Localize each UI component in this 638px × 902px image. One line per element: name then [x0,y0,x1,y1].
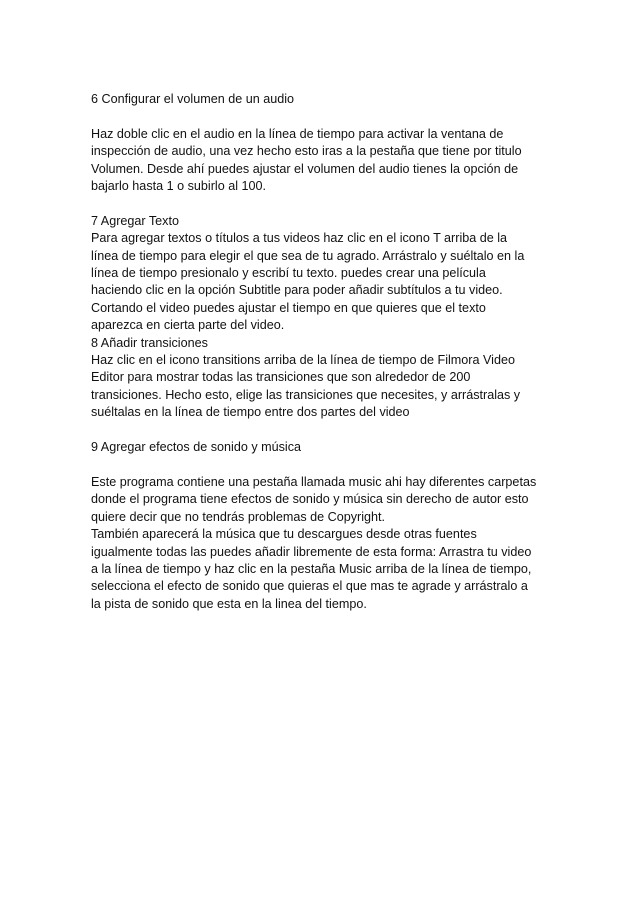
section-6-heading: 6 Configurar el volumen de un audio [91,92,295,106]
section-9-text-line: quiere decir que no tendrás problemas de Copyright. [91,509,386,524]
section-9-text-line: la pista de sonido que esta en la linea del tiempo. [91,596,367,611]
paragraph-spacer [91,456,553,473]
section-8-text-line: Editor para mostrar todas las transiciones que son alrededor de 200 [91,370,471,385]
section-9-heading: 9 Agregar efectos de sonido y música [91,440,302,455]
section-7-text-line: Cortando el video puedes ajustar el tiempo en que quieres que el texto [91,300,486,315]
paragraph-spacer [91,422,553,439]
section-9-text-line: selecciona el efecto de sonido que quieras el que mas te agrade y arrástralo a [91,579,528,594]
section-8-text-line: transiciones. Hecho esto, elige las transiciones que necesites, y arrástralas y [91,387,521,402]
section-9-text-line: Este programa contiene una pestaña llamada music ahi hay diferentes carpetas [91,474,537,489]
section-8-text-line: Haz clic en el icono transitions arriba de la línea de tiempo de Filmora Video [91,353,515,368]
paragraph-spacer [91,195,553,212]
section-7-text-line: línea de tiempo presionalo y escribí tu texto. puedes crear una película [91,266,486,281]
section-8-heading: 8 Añadir transiciones [91,335,208,350]
document-body [91,91,553,613]
section-6-text-line: inspección de audio, una vez hecho esto iras a la pestaña que tiene por titulo [91,144,522,159]
section-6-text-line: bajarlo hasta 1 o subirlo al 100. [91,179,267,194]
section-9-text-line: a la línea de tiempo y haz clic en la pestaña Music arriba de la línea de tiempo, [91,561,532,576]
section-8-text-line: suéltalas en la línea de tiempo entre dos partes del video [91,405,410,420]
paragraph-spacer [91,108,553,125]
section-6-text-line: Volumen. Desde ahí puedes ajustar el volumen del audio tienes la opción de [91,161,519,176]
section-9-text-line: También aparecerá la música que tu descargues desde otras fuentes [91,527,477,542]
section-7-text-line: haciendo clic en la opción Subtitle para poder añadir subtítulos a tu video. [91,283,503,298]
section-9-text-line: donde el programa tiene efectos de sonido y música sin derecho de autor esto [91,492,529,507]
section-7-heading: 7 Agregar Texto [91,213,179,228]
section-7-text-line: Para agregar textos o títulos a tus videos haz clic en el icono T arriba de la [91,231,508,246]
section-7-text-line: aparezca en cierta parte del video. [91,318,285,333]
section-7-text-line: línea de tiempo para elegir el que sea de tu agrado. Arrástralo y suéltalo en la [91,248,525,263]
section-6-text-line: Haz doble clic en el audio en la línea de tiempo para activar la ventana de [91,126,504,141]
section-9-text-line: igualmente todas las puedes añadir libremente de esta forma: Arrastra tu video [91,544,532,559]
